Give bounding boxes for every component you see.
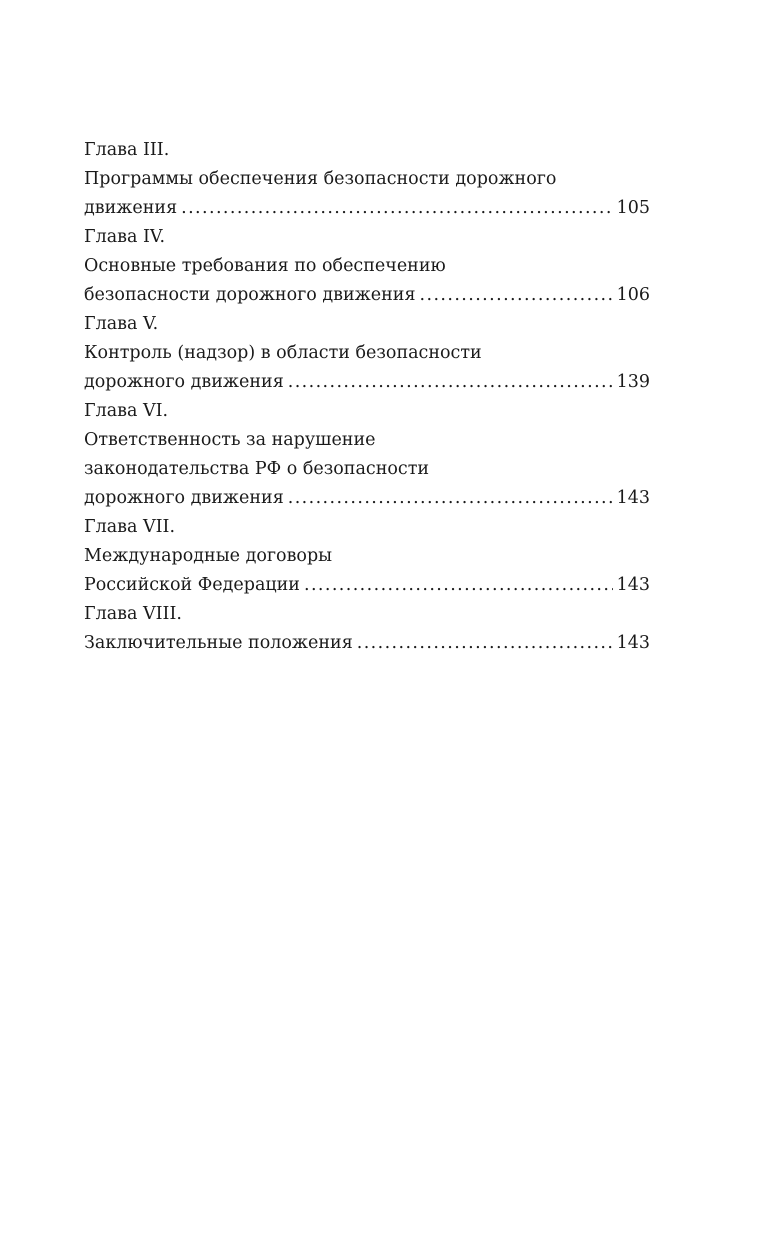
toc-entry-chapter-8 <box>84 600 650 658</box>
page-number: 106 <box>616 285 650 305</box>
dot-leader <box>288 368 613 397</box>
entry-title-line: Ответственность за нарушение <box>84 430 376 450</box>
entry-title-line: Контроль (надзор) в области безопасности <box>84 343 482 363</box>
entry-title-line: Программы обеспечения безопасности дорожного <box>84 169 557 189</box>
toc-entry-chapter-6 <box>84 397 650 513</box>
page-number: 139 <box>616 372 650 392</box>
chapter-heading: Глава VIII. <box>84 604 182 624</box>
page-number: 105 <box>616 198 650 218</box>
entry-last-line <box>84 281 650 310</box>
entry-last-line <box>84 571 650 600</box>
toc-entry-chapter-3 <box>84 136 650 223</box>
dot-leader <box>420 281 613 310</box>
page-number: 143 <box>616 575 650 595</box>
entry-last-line <box>84 368 650 397</box>
toc-entry-chapter-7 <box>84 513 650 600</box>
entry-title-line: Международные договоры <box>84 546 333 566</box>
chapter-heading: Глава VI. <box>84 401 169 421</box>
entry-title-line: Российской Федерации <box>84 575 300 595</box>
entry-title-line: дорожного движения <box>84 372 284 392</box>
dot-leader <box>288 484 613 513</box>
entry-last-line <box>84 629 650 658</box>
entry-last-line <box>84 194 650 223</box>
dot-leader <box>181 194 612 223</box>
chapter-heading: Глава III. <box>84 140 170 160</box>
entry-title-line: Заключительные положения <box>84 633 353 653</box>
toc-entry-chapter-4 <box>84 223 650 310</box>
page-number: 143 <box>616 488 650 508</box>
table-of-contents <box>84 136 650 658</box>
entry-title-line: законодательства РФ о безопасности <box>84 459 430 479</box>
entry-last-line <box>84 484 650 513</box>
toc-entry-chapter-5 <box>84 310 650 397</box>
entry-title-line: Основные требования по обеспечению <box>84 256 446 276</box>
dot-leader <box>357 629 613 658</box>
dot-leader <box>304 571 613 600</box>
entry-title-line: безопасности дорожного движения <box>84 285 416 305</box>
chapter-heading: Глава IV. <box>84 227 166 247</box>
entry-title-line: движения <box>84 198 178 218</box>
chapter-heading: Глава VII. <box>84 517 176 537</box>
chapter-heading: Глава V. <box>84 314 159 334</box>
entry-title-line: дорожного движения <box>84 488 284 508</box>
page-number: 143 <box>616 633 650 653</box>
